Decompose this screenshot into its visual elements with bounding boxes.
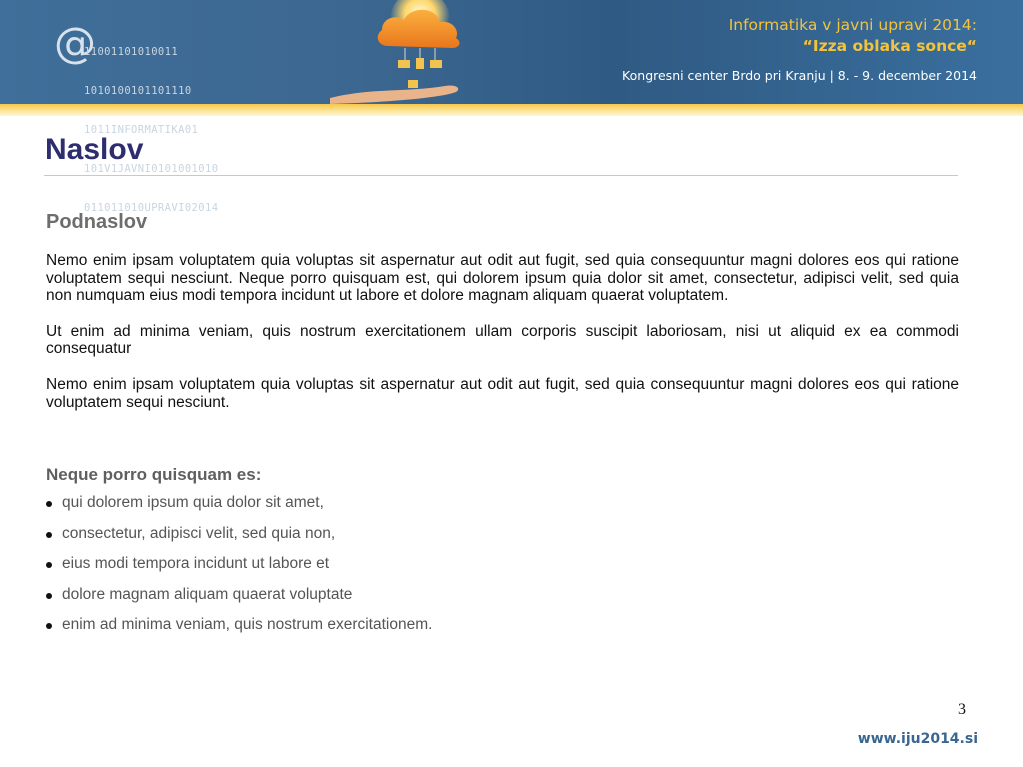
paragraph: Nemo enim ipsam voluptatem quia voluptas sit aspernatur aut odit aut fugit, sed quia consequuntur magni dolores eos qui ratione voluptatem sequi nesciunt. Neque porro quisquam est, qui dolorem ipsum quia dolor sit amet, consectetur, adipisci velit, sed quia non numquam eius modi tempora incidunt ut labore et dolore magnam aliquam quaerat voluptatem. <box>46 252 959 305</box>
cloud-sun-icon <box>270 0 500 104</box>
list-item <box>46 525 432 556</box>
folder-icon <box>408 80 418 88</box>
list-item <box>46 494 432 525</box>
bullet-icon <box>46 623 52 629</box>
logo-line: 11001101010011 <box>84 46 179 58</box>
logo-binary-text <box>84 20 218 241</box>
list-item-text: eius modi tempora incidunt ut labore et <box>62 555 330 572</box>
paragraph: Ut enim ad minima veniam, quis nostrum exercitationem ullam corporis suscipit laboriosam, nisi ut aliquid ex ea commodi consequatur <box>46 322 959 358</box>
event-title-block <box>729 15 977 57</box>
footer-url-link[interactable]: www.iju2014.si <box>857 731 978 747</box>
slide-subtitle: Podnaslov <box>46 211 148 233</box>
list-item <box>46 586 432 617</box>
list-item <box>46 555 432 586</box>
logo-line: 1010100101101110 <box>84 85 192 97</box>
hand-icon <box>330 85 458 104</box>
bullet-icon <box>46 532 52 538</box>
list-item-text: consectetur, adipisci velit, sed quia non, <box>62 524 336 542</box>
computer-icon <box>398 60 410 68</box>
body-paragraphs <box>46 252 959 429</box>
bullet-list <box>46 494 432 647</box>
logo-line: 011011010UPRAVI02014 <box>84 202 219 214</box>
list-heading: Neque porro quisquam es: <box>46 465 262 484</box>
banner-stripe <box>0 104 1023 116</box>
list-item-text: dolore magnam aliquam quaerat voluptate <box>62 585 353 603</box>
phone-icon <box>416 58 424 69</box>
list-item <box>46 616 432 647</box>
event-venue: Kongresni center Brdo pri Kranju | 8. - 9. december 2014 <box>622 68 977 83</box>
list-item-text: enim ad minima veniam, quis nostrum exercitationem. <box>62 616 433 633</box>
event-subtitle: “Izza oblaka sonce“ <box>802 37 977 55</box>
laptop-icon <box>430 60 442 68</box>
logo-line: 101V1JAVNI0101001010 <box>84 163 219 175</box>
bullet-icon <box>46 501 52 507</box>
bullet-icon <box>46 562 52 568</box>
page-number: 3 <box>958 701 966 718</box>
at-sign-logo-icon: @ <box>54 18 96 67</box>
title-divider <box>44 175 958 176</box>
list-item-text: qui dolorem ipsum quia dolor sit amet, <box>62 494 324 511</box>
paragraph: Nemo enim ipsam voluptatem quia voluptas sit aspernatur aut odit aut fugit, sed quia consequuntur magni dolores eos qui ratione voluptatem sequi nesciunt. <box>46 375 959 411</box>
logo-line: 1011INFORMATIKA01 <box>84 124 199 136</box>
event-title: Informatika v javni upravi 2014: <box>728 16 977 34</box>
slide-title: Naslov <box>45 133 144 166</box>
bullet-icon <box>46 593 52 599</box>
